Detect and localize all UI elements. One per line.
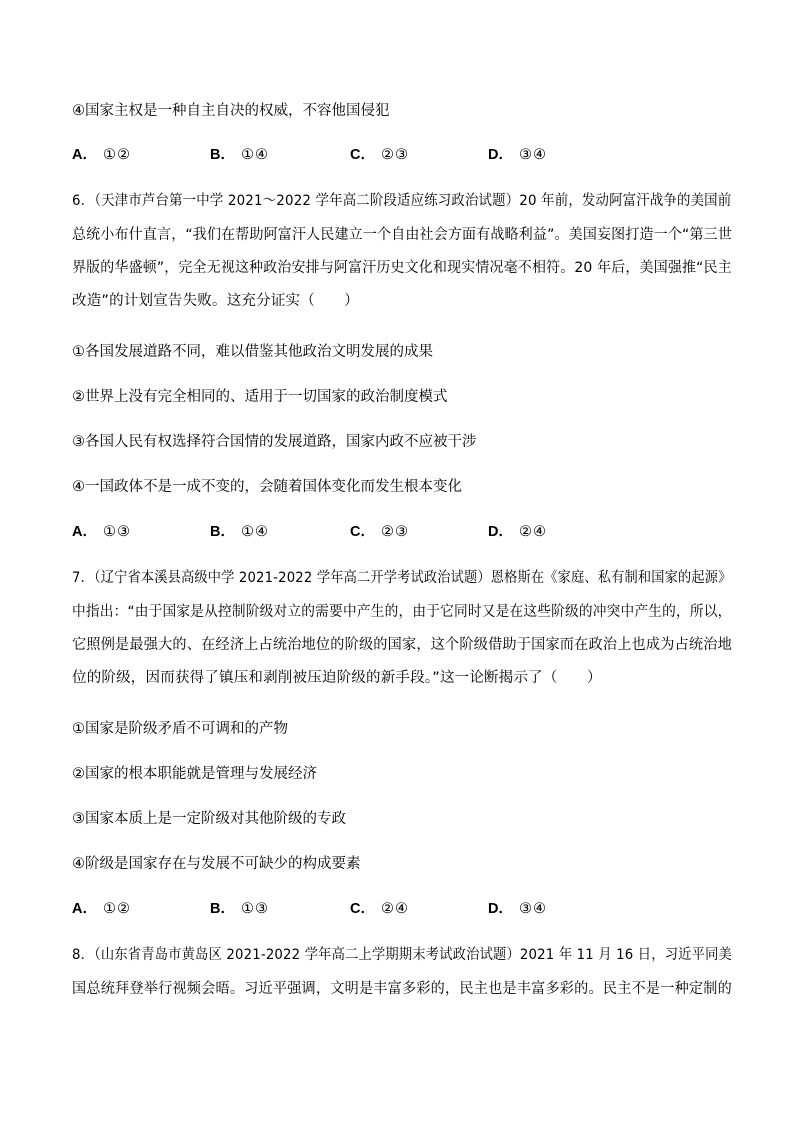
option-a[interactable]: A． ①② [72,147,131,163]
q7-stem-line-2: 中指出：“由于国家是从控制阶级对立的需要中产生的，由于它同时又是在这些阶级的冲突中产生的，所以， [72,604,732,620]
q5-options [72,145,712,165]
q6-statement-2: ②世界上没有完全相同的、适用于一切国家的政治制度模式 [72,389,448,405]
q7-statement-1: ①国家是阶级矛盾不可调和的产物 [72,721,288,737]
option-c[interactable]: C． ②④ [350,901,409,917]
q6-stem-line-1: 6．（天津市芦台第一中学 2021～2022 学年高二阶段适应练习政治试题）20 年前，发动阿富汗战争的美国前 [72,193,732,209]
option-a[interactable]: A． ①③ [72,524,131,540]
q5-statement-4: ④国家主权是一种自主自决的权威，不容他国侵犯 [72,103,390,119]
q6-stem-line-4: 改造”的计划宣告失败。这充分证实（ ） [72,293,360,309]
option-d[interactable]: D． ②④ [488,524,547,540]
q7-statement-3: ③国家本质上是一定阶级对其他阶级的专政 [72,811,346,827]
q7-statement-4: ④阶级是国家存在与发展不可缺少的构成要素 [72,856,361,872]
option-a[interactable]: A． ①② [72,901,131,917]
option-d[interactable]: D． ③④ [488,147,547,163]
q6-statement-1: ①各国发展道路不同，难以借鉴其他政治文明发展的成果 [72,344,433,360]
option-b[interactable]: B． ①③ [210,901,269,917]
q6-statement-4: ④一国政体不是一成不变的，会随着国体变化而发生根本变化 [72,479,462,495]
q7-stem-line-3: 它照例是最强大的、在经济上占统治地位的阶级的国家，这个阶级借助于国家而在政治上也成为占统治地 [72,637,732,653]
q7-options [72,899,712,919]
option-c[interactable]: C． ②③ [350,147,409,163]
q7-stem-line-1: 7．（辽宁省本溪县高级中学 2021-2022 学年高二开学考试政治试题）恩格斯在《家庭、私有制和国家的起源》 [72,570,732,586]
q6-statement-3: ③各国人民有权选择符合国情的发展道路，国家内政不应被干涉 [72,434,477,450]
q7-statement-2: ②国家的根本职能就是管理与发展经济 [72,766,317,782]
option-c[interactable]: C． ②③ [350,524,409,540]
q8-stem-line-1: 8．（山东省青岛市黄岛区 2021-2022 学年高二上学期期末考试政治试题）2021 年 11 月 16 日，习近平同美 [72,947,732,963]
q6-stem-line-2: 总统小布什直言，“我们在帮助阿富汗人民建立一个自由社会方面有战略利益”。美国妄图打造一个“第三世 [72,227,732,243]
q7-stem-line-4: 位的阶级，因而获得了镇压和剥削被压迫阶级的新手段。”这一论断揭示了（ ） [72,670,602,686]
q8-stem-line-2: 国总统拜登举行视频会晤。习近平强调，文明是丰富多彩的，民主也是丰富多彩的。民主不是一种定制的 [72,981,732,997]
q6-stem-line-3: 界版的华盛顿”，完全无视这种政治安排与阿富汗历史文化和现实情况毫不相符。20 年后，美国强推“民主 [72,260,732,276]
option-d[interactable]: D． ③④ [488,901,547,917]
option-b[interactable]: B． ①④ [210,147,269,163]
q6-options [72,522,712,542]
option-b[interactable]: B． ①④ [210,524,269,540]
